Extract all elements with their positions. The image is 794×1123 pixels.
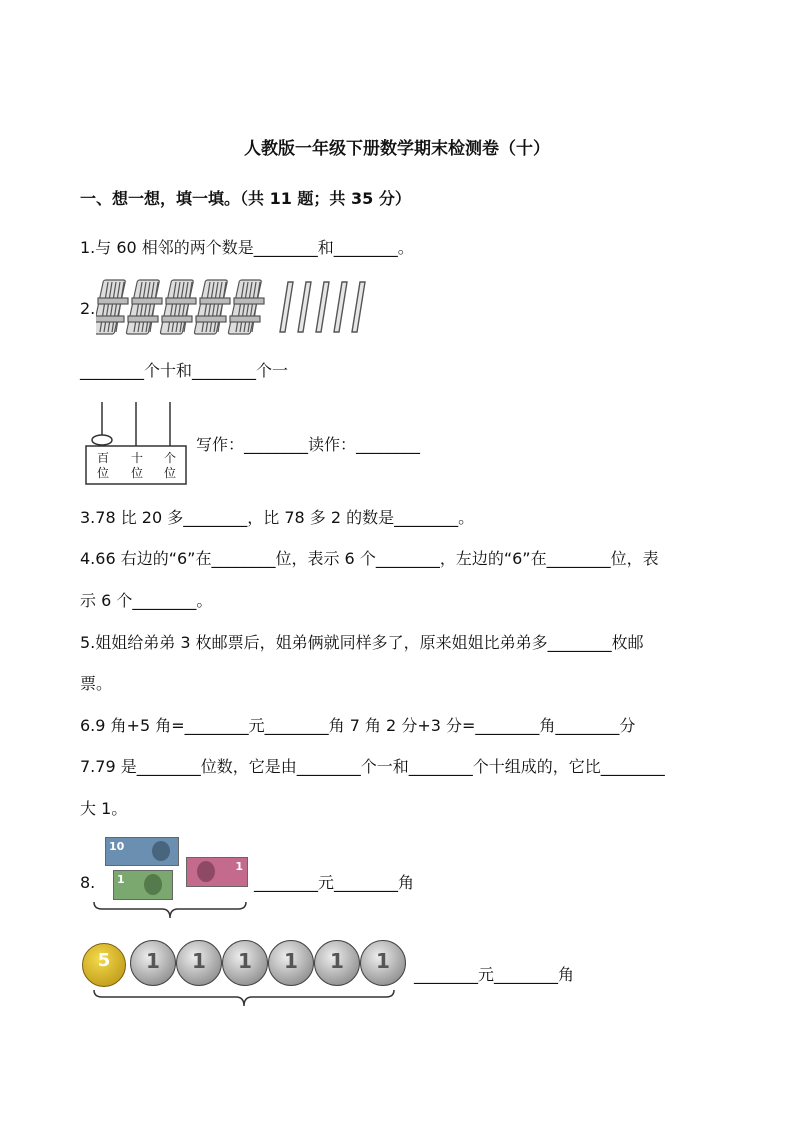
portrait-icon — [144, 874, 162, 895]
banknote-10-yuan: 10 — [105, 837, 179, 866]
question-2-text: ________个十和________个一 — [80, 361, 289, 380]
question-5-line1: 5.姐姐给弟弟 3 枚邮票后，姐弟俩就同样多了，原来姐姐比弟弟多________枚邮 — [80, 633, 644, 652]
question-8-text1: ________元________角 — [254, 873, 415, 892]
coin-1-yuan: 1 — [268, 940, 314, 986]
abacus-label-hundreds: 百 位 — [96, 451, 109, 480]
question-7-line1: 7.79 是________位数，它是由________个一和________个十组成的，它比________ — [80, 757, 665, 776]
brace-1-icon — [92, 900, 248, 922]
coin-1-yuan: 1 — [176, 940, 222, 986]
stick-bundles-illustration — [96, 276, 376, 338]
question-1: 1.与 60 相邻的两个数是________和________。 — [80, 238, 414, 257]
coin-1-yuan: 1 — [222, 940, 268, 986]
question-2-label: 2. — [80, 299, 96, 318]
abacus-text: 写作：________读作：________ — [196, 435, 421, 454]
coin-1-yuan: 1 — [130, 940, 176, 986]
question-8-label: 8. — [80, 873, 96, 892]
portrait-icon — [197, 861, 215, 882]
portrait-icon — [152, 841, 170, 861]
question-4-line2: 示 6 个________。 — [80, 591, 213, 610]
question-6: 6.9 角+5 角=________元________角 7 角 2 分+3 分=________角________分 — [80, 716, 636, 735]
coin-1-yuan: 1 — [360, 940, 406, 986]
abacus-label-ones: 个 位 — [163, 451, 176, 480]
brace-2-icon — [92, 988, 396, 1010]
bundle-3 — [160, 280, 196, 334]
abacus-label-tens: 十 位 — [130, 451, 143, 480]
abacus — [84, 398, 190, 488]
page-title: 人教版一年级下册数学期末检测卷（十） — [244, 139, 550, 159]
question-7-line2: 大 1。 — [80, 799, 128, 818]
bundle-5 — [228, 280, 264, 334]
bundle-4 — [194, 280, 230, 334]
question-8-text2: ________元________角 — [414, 965, 575, 984]
question-4-line1: 4.66 右边的“6”在________位，表示 6 个________，左边的“6”在________位，表 — [80, 549, 659, 568]
question-5-line2: 票。 — [80, 674, 113, 693]
bundle-1 — [96, 280, 128, 334]
question-3: 3.78 比 20 多________，比 78 多 2 的数是________。 — [80, 508, 475, 527]
bundle-2 — [126, 280, 162, 334]
coin-1-yuan: 1 — [314, 940, 360, 986]
banknote-1-yuan: 1 — [113, 870, 173, 900]
single-sticks — [280, 282, 365, 332]
section-heading: 一、想一想，填一填。（共 11 题；共 35 分） — [80, 189, 411, 208]
banknote-1-jiao: 1 — [186, 857, 248, 887]
coin-5-jiao: 5 — [82, 943, 126, 987]
